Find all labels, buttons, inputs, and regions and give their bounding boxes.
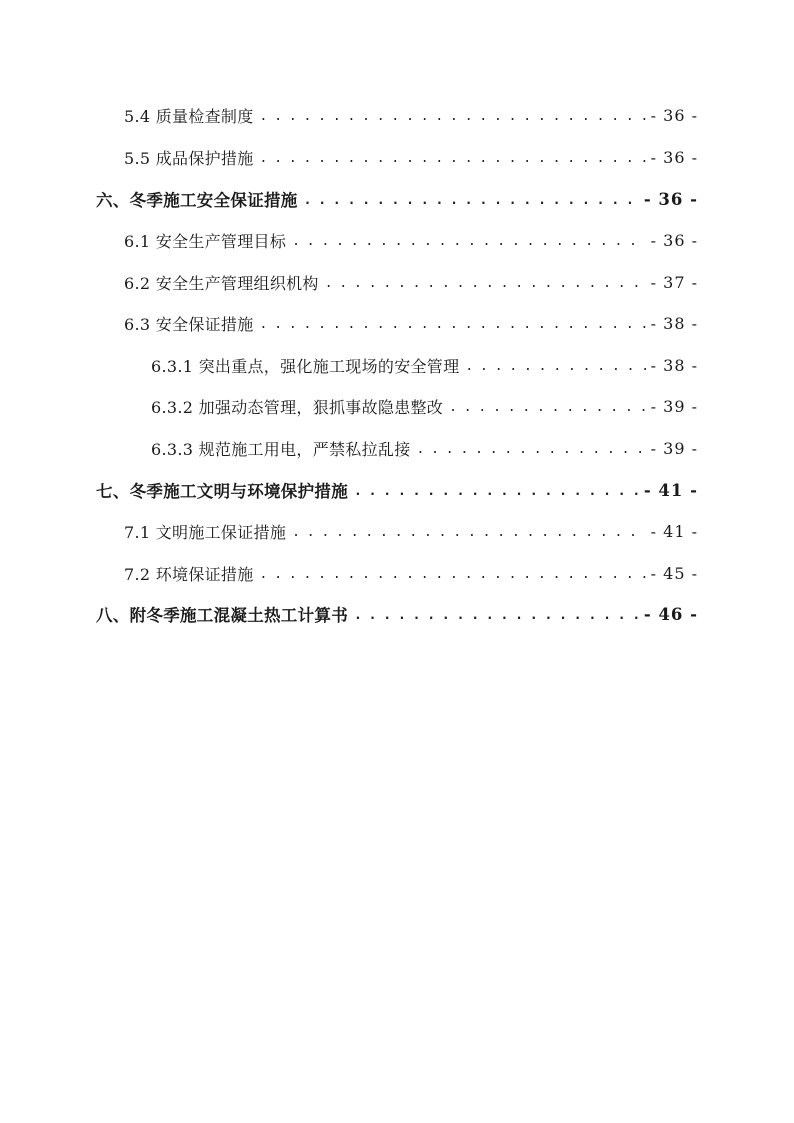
toc-dot-leader — [292, 525, 647, 540]
toc-entry[interactable] — [124, 100, 698, 130]
toc-entry-title: 六、冬季施工安全保证措施 — [96, 191, 298, 210]
toc-entry-page: - 36 - — [643, 189, 698, 209]
toc-entry[interactable] — [124, 267, 698, 297]
toc-dot-leader — [260, 317, 647, 332]
toc-entry[interactable] — [124, 142, 698, 172]
toc-entry[interactable] — [151, 350, 698, 380]
toc-chapter-entry[interactable] — [96, 475, 698, 505]
toc-entry-page: - 45 - — [650, 563, 698, 583]
toc-entry-title: 6.1 安全生产管理目标 — [124, 231, 287, 251]
toc-entry-page: - 38 - — [650, 355, 698, 375]
toc-dot-leader — [260, 109, 647, 124]
toc-entry[interactable] — [151, 433, 698, 463]
toc-entry-title: 5.5 成品保护措施 — [124, 148, 254, 168]
toc-entry-page: - 37 - — [650, 272, 698, 292]
toc-dot-leader — [449, 400, 647, 415]
toc-dot-leader — [354, 608, 640, 623]
toc-dot-leader — [292, 234, 647, 249]
toc-entry-page: - 41 - — [643, 480, 698, 500]
toc-entry[interactable] — [124, 516, 698, 546]
toc-entry-title: 6.2 安全生产管理组织机构 — [124, 273, 319, 293]
toc-chapter-entry[interactable] — [96, 599, 698, 629]
toc-entry-title: 7.2 环境保证措施 — [124, 564, 254, 584]
toc-entry[interactable] — [124, 225, 698, 255]
toc-entry-title: 6.3.1 突出重点，强化施工现场的安全管理 — [151, 356, 460, 376]
toc-entry[interactable] — [151, 391, 698, 421]
toc-entry-page: - 46 - — [643, 604, 698, 624]
toc-entry[interactable] — [124, 558, 698, 588]
toc-entry-title: 6.3.2 加强动态管理，狠抓事故隐患整改 — [151, 397, 444, 417]
toc-dot-leader — [325, 276, 647, 291]
toc-dot-leader — [260, 567, 647, 582]
toc-dot-leader — [354, 484, 640, 499]
toc-dot-leader — [417, 442, 647, 457]
toc-entry-title: 八、附冬季施工混凝土热工计算书 — [96, 606, 348, 625]
toc-entry-page: - 39 - — [650, 396, 698, 416]
toc-chapter-entry[interactable] — [96, 184, 698, 214]
toc-entry[interactable] — [124, 308, 698, 338]
toc-entry-page: - 41 - — [650, 521, 698, 541]
toc-entry-page: - 39 - — [650, 438, 698, 458]
toc-entry-title: 七、冬季施工文明与环境保护措施 — [96, 482, 348, 501]
toc-entry-title: 5.4 质量检查制度 — [124, 106, 254, 126]
toc-entry-page: - 36 - — [650, 147, 698, 167]
toc-entry-page: - 36 - — [650, 105, 698, 125]
toc-entry-page: - 38 - — [650, 313, 698, 333]
toc-dot-leader — [465, 359, 646, 374]
toc-entry-title: 6.3.3 规范施工用电，严禁私拉乱接 — [151, 439, 411, 459]
toc-dot-leader — [260, 151, 647, 166]
toc-dot-leader — [304, 193, 640, 208]
toc-entry-page: - 36 - — [650, 230, 698, 250]
toc-entry-title: 7.1 文明施工保证措施 — [124, 522, 287, 542]
toc-entry-title: 6.3 安全保证措施 — [124, 314, 254, 334]
